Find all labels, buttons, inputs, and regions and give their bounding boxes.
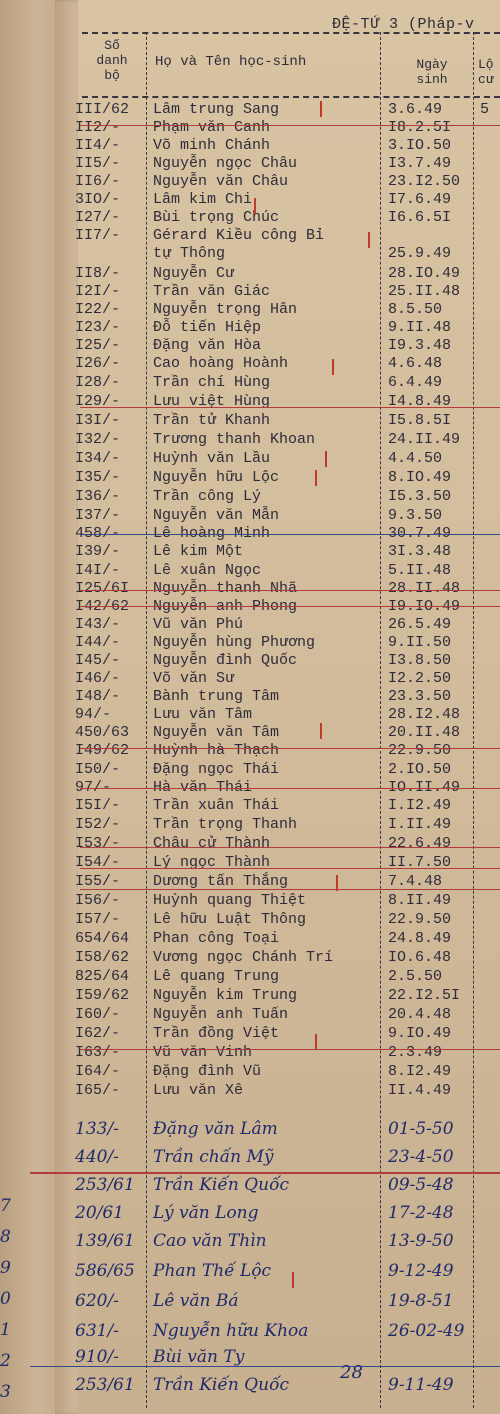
- number-cell: I50/-: [75, 761, 121, 778]
- number-cell: I25/6I: [75, 580, 130, 597]
- strike-line-red: [80, 125, 500, 126]
- number-cell: I57/-: [75, 911, 121, 928]
- student-name-cell: Lý văn Long: [153, 1203, 259, 1223]
- column-header-birthdate-line-2: sinh: [416, 72, 448, 87]
- column-header-number-line-1: Số: [104, 38, 120, 53]
- check-mark: [315, 470, 317, 486]
- table-row: [0, 318, 500, 337]
- student-name-cell: Trần văn Giác: [153, 283, 271, 300]
- number-cell: I52/-: [75, 816, 121, 833]
- table-row: [0, 853, 500, 872]
- table-row: [0, 354, 500, 373]
- handwritten-row: [0, 1262, 500, 1281]
- number-cell: I3I/-: [75, 412, 121, 429]
- column-header-number-line-3: bộ: [104, 68, 120, 83]
- table-row: [0, 1043, 500, 1062]
- student-name-cell: Trần đồng Việt: [153, 1025, 280, 1042]
- student-name-cell: Lê kim Một: [153, 543, 244, 560]
- birthdate-cell: I2.2.50: [388, 670, 452, 687]
- birthdate-cell: 19-8-51: [388, 1291, 454, 1311]
- birthdate-cell: 9-12-49: [388, 1261, 454, 1281]
- column-header-number-line-2: danh: [96, 53, 128, 68]
- student-name-cell: Trần tử Khanh: [153, 412, 271, 429]
- birthdate-cell: I3.8.50: [388, 652, 452, 669]
- number-cell: 20/61: [75, 1203, 124, 1223]
- table-row: [0, 948, 500, 967]
- birthdate-cell: 23.3.50: [388, 688, 452, 705]
- number-cell: I4I/-: [75, 562, 121, 579]
- number-cell: 458/-: [75, 525, 121, 542]
- table-row: [0, 929, 500, 948]
- student-name-cell: tự Thông: [153, 245, 226, 262]
- number-cell: I25/-: [75, 337, 121, 354]
- student-name-cell: Lưu văn Tâm: [153, 706, 253, 723]
- table-row: [0, 815, 500, 834]
- number-cell: 440/-: [75, 1147, 119, 1167]
- birthdate-cell: I5.3.50: [388, 488, 452, 505]
- student-name-cell: Nguyễn văn Châu: [153, 173, 289, 190]
- number-cell: 450/63: [75, 724, 130, 741]
- number-cell: I65/-: [75, 1082, 121, 1099]
- margin-line-numbers: [0, 1196, 20, 1413]
- table-row: [0, 487, 500, 506]
- table-row: [0, 226, 500, 245]
- check-mark: [292, 1272, 294, 1288]
- strike-line-blue: [30, 1366, 500, 1367]
- number-cell: I43/-: [75, 616, 121, 633]
- birthdate-cell: 28.IO.49: [388, 265, 461, 282]
- birthdate-cell: 17-2-48: [388, 1203, 454, 1223]
- student-name-cell: Bành trung Tâm: [153, 688, 280, 705]
- extra-cell: 5: [480, 101, 490, 118]
- handwritten-row: [0, 1376, 500, 1395]
- strike-line-red: [80, 606, 500, 607]
- number-cell: 133/-: [75, 1119, 119, 1139]
- birthdate-cell: 25.9.49: [388, 245, 452, 262]
- birthdate-cell: 13-9-50: [388, 1231, 454, 1251]
- strike-line-red: [30, 1172, 500, 1174]
- number-cell: I48/-: [75, 688, 121, 705]
- birthdate-cell: I9.IO.49: [388, 598, 461, 615]
- table-row: [0, 190, 500, 209]
- birthdate-cell: II.4.49: [388, 1082, 452, 1099]
- table-row: [0, 542, 500, 561]
- birthdate-cell: 20.4.48: [388, 1006, 452, 1023]
- birthdate-cell: 9.II.48: [388, 319, 452, 336]
- table-row: [0, 615, 500, 634]
- strike-line-red: [80, 847, 500, 848]
- column-header-extra-line-2: cư: [478, 72, 494, 87]
- number-cell: I58/62: [75, 949, 130, 966]
- table-row: [0, 986, 500, 1005]
- number-cell: II8/-: [75, 265, 121, 282]
- student-name-cell: Nguyễn kim Trung: [153, 987, 298, 1004]
- student-name-cell: Trần trọng Thanh: [153, 816, 298, 833]
- student-name-cell: Trần Kiến Quốc: [153, 1375, 289, 1395]
- number-cell: I62/-: [75, 1025, 121, 1042]
- margin-number: 1: [0, 1320, 11, 1340]
- number-cell: I28/-: [75, 374, 121, 391]
- student-name-cell: Bùi trọng Chúc: [153, 209, 280, 226]
- birthdate-cell: 2.IO.50: [388, 761, 452, 778]
- student-name-cell: Châu cử Thành: [153, 835, 271, 852]
- table-row: [0, 208, 500, 227]
- student-name-cell: Đỗ tiến Hiệp: [153, 319, 262, 336]
- student-name-cell: Đặng đình Vũ: [153, 1063, 262, 1080]
- table-row: [0, 118, 500, 137]
- annotation-28: 28: [340, 1362, 363, 1383]
- number-cell: I55/-: [75, 873, 121, 890]
- table-row: [0, 506, 500, 525]
- table-row: [0, 468, 500, 487]
- student-name-cell: Lý ngọc Thành: [153, 854, 271, 871]
- table-row: [0, 669, 500, 688]
- birthdate-cell: 8.II.49: [388, 892, 452, 909]
- number-cell: I42/62: [75, 598, 130, 615]
- student-name-cell: Nguyễn Cư: [153, 265, 235, 282]
- number-cell: I22/-: [75, 301, 121, 318]
- strike-line-blue: [80, 534, 500, 535]
- student-name-cell: Hà văn Thái: [153, 779, 253, 796]
- number-cell: II4/-: [75, 137, 121, 154]
- number-cell: I60/-: [75, 1006, 121, 1023]
- check-mark: [320, 101, 322, 117]
- student-name-cell: Trần chấn Mỹ: [153, 1147, 274, 1167]
- birthdate-cell: 6.4.49: [388, 374, 443, 391]
- number-cell: I34/-: [75, 450, 121, 467]
- table-row: [0, 373, 500, 392]
- strike-line-red: [80, 788, 500, 789]
- table-row: [0, 760, 500, 779]
- student-name-cell: Nguyễn anh Tuấn: [153, 1006, 289, 1023]
- table-row: [0, 244, 500, 263]
- header-bottom-rule: [82, 96, 500, 98]
- student-name-cell: Dương tấn Thắng: [153, 873, 289, 890]
- birthdate-cell: IO.6.48: [388, 949, 452, 966]
- column-header-birthdate-line-1: Ngày: [416, 57, 448, 72]
- number-cell: I46/-: [75, 670, 121, 687]
- student-name-cell: Vũ văn Vinh: [153, 1044, 253, 1061]
- table-row: [0, 723, 500, 742]
- student-name-cell: Vương ngọc Chánh Trí: [153, 949, 334, 966]
- number-cell: II5/-: [75, 155, 121, 172]
- student-name-cell: Đặng văn Lâm: [153, 1119, 278, 1139]
- header-top-rule: [82, 32, 500, 34]
- table-row: [0, 392, 500, 411]
- number-cell: I26/-: [75, 355, 121, 372]
- table-row: [0, 1062, 500, 1081]
- check-mark: [336, 875, 338, 891]
- student-name-cell: Lê hữu Luật Thông: [153, 911, 307, 928]
- student-name-cell: Nguyễn hữu Lộc: [153, 469, 280, 486]
- table-row: [0, 1005, 500, 1024]
- check-mark: [325, 451, 327, 467]
- number-cell: II7/-: [75, 227, 121, 244]
- margin-number: 7: [0, 1196, 11, 1216]
- birthdate-cell: 3.6.49: [388, 101, 443, 118]
- number-cell: I63/-: [75, 1044, 121, 1061]
- table-row: [0, 430, 500, 449]
- number-cell: 139/61: [75, 1231, 135, 1251]
- table-row: [0, 154, 500, 173]
- table-row: [0, 1081, 500, 1100]
- birthdate-cell: 30.7.49: [388, 525, 452, 542]
- number-cell: 3IO/-: [75, 191, 121, 208]
- number-cell: I45/-: [75, 652, 121, 669]
- birthdate-cell: I.I2.49: [388, 797, 452, 814]
- birthdate-cell: I9.3.48: [388, 337, 452, 354]
- student-name-cell: Phan Thế Lộc: [153, 1261, 272, 1281]
- birthdate-cell: 09-5-48: [388, 1175, 454, 1195]
- birthdate-cell: 9-11-49: [388, 1375, 454, 1395]
- margin-number: 3: [0, 1382, 11, 1402]
- birthdate-cell: 23-4-50: [388, 1147, 454, 1167]
- column-header-birthdate: [392, 57, 472, 87]
- number-cell: I36/-: [75, 488, 121, 505]
- table-row: [0, 633, 500, 652]
- student-name-cell: Bùi văn Ty: [153, 1347, 245, 1367]
- student-name-cell: Nguyễn văn Mẫn: [153, 507, 280, 524]
- number-cell: I54/-: [75, 854, 121, 871]
- margin-number: 9: [0, 1258, 11, 1278]
- birthdate-cell: 24.8.49: [388, 930, 452, 947]
- student-name-cell: Nguyễn thanh Nhã: [153, 580, 298, 597]
- student-name-cell: Vũ văn Phú: [153, 616, 244, 633]
- number-cell: II6/-: [75, 173, 121, 190]
- number-cell: I2I/-: [75, 283, 121, 300]
- handwritten-row: [0, 1120, 500, 1139]
- student-name-cell: Lưu văn Xê: [153, 1082, 244, 1099]
- birthdate-cell: 8.IO.49: [388, 469, 452, 486]
- birthdate-cell: I.II.49: [388, 816, 452, 833]
- student-name-cell: Huỳnh quang Thiệt: [153, 892, 307, 909]
- number-cell: I27/-: [75, 209, 121, 226]
- birthdate-cell: 26-02-49: [388, 1321, 465, 1341]
- table-row: [0, 579, 500, 598]
- student-name-cell: Nguyễn hùng Phương: [153, 634, 316, 651]
- strike-line-red: [80, 748, 500, 749]
- student-name-cell: Trương thanh Khoan: [153, 431, 316, 448]
- table-row: [0, 1024, 500, 1043]
- student-name-cell: Lê hoàng Minh: [153, 525, 271, 542]
- student-name-cell: Nguyễn anh Phong: [153, 598, 298, 615]
- number-cell: 253/61: [75, 1375, 135, 1395]
- check-mark: [332, 359, 334, 375]
- number-cell: I32/-: [75, 431, 121, 448]
- birthdate-cell: 22.9.50: [388, 742, 452, 759]
- birthdate-cell: I7.6.49: [388, 191, 452, 208]
- birthdate-cell: 2.5.50: [388, 968, 443, 985]
- birthdate-cell: 24.II.49: [388, 431, 461, 448]
- table-row: [0, 687, 500, 706]
- number-cell: I39/-: [75, 543, 121, 560]
- birthdate-cell: I4.8.49: [388, 393, 452, 410]
- birthdate-cell: 3I.3.48: [388, 543, 452, 560]
- birthdate-cell: 22.I2.5I: [388, 987, 461, 1004]
- column-header-extra: [478, 57, 500, 87]
- student-name-cell: Trần công Lý: [153, 488, 262, 505]
- student-name-cell: Lê xuân Ngọc: [153, 562, 262, 579]
- birthdate-cell: 4.4.50: [388, 450, 443, 467]
- table-row: [0, 891, 500, 910]
- student-name-cell: Võ văn Sư: [153, 670, 235, 687]
- check-mark: [320, 723, 322, 739]
- handwritten-row: [0, 1204, 500, 1223]
- student-name-cell: Huỳnh hà Thạch: [153, 742, 280, 759]
- table-row: [0, 741, 500, 760]
- student-name-cell: Gérard Kiều công Bỉ: [153, 227, 325, 244]
- number-cell: 910/-: [75, 1347, 119, 1367]
- column-header-extra-line-1: Lộ: [478, 57, 494, 72]
- table-row: [0, 910, 500, 929]
- table-row: [0, 282, 500, 301]
- table-row: [0, 411, 500, 430]
- birthdate-cell: IO.II.49: [388, 779, 461, 796]
- birthdate-cell: 9.3.50: [388, 507, 443, 524]
- number-cell: 94/-: [75, 706, 112, 723]
- number-cell: I56/-: [75, 892, 121, 909]
- birthdate-cell: 8.5.50: [388, 301, 443, 318]
- number-cell: 631/-: [75, 1321, 119, 1341]
- number-cell: 654/64: [75, 930, 130, 947]
- strike-line-red: [80, 590, 500, 591]
- number-cell: I5I/-: [75, 797, 121, 814]
- number-cell: I35/-: [75, 469, 121, 486]
- number-cell: 620/-: [75, 1291, 119, 1311]
- table-row: [0, 264, 500, 283]
- student-name-cell: Lê văn Bá: [153, 1291, 239, 1311]
- birthdate-cell: 9.II.50: [388, 634, 452, 651]
- student-name-cell: Lâm trung Sang: [153, 101, 280, 118]
- number-cell: 586/65: [75, 1261, 135, 1281]
- table-row: [0, 561, 500, 580]
- student-name-cell: Nguyễn đình Quốc: [153, 652, 298, 669]
- strike-line-red: [80, 889, 500, 890]
- birthdate-cell: 4.6.48: [388, 355, 443, 372]
- check-mark: [315, 1034, 317, 1050]
- student-name-cell: Đặng văn Hòa: [153, 337, 262, 354]
- student-name-cell: Nguyễn hữu Khoa: [153, 1321, 309, 1341]
- birthdate-cell: I6.6.5I: [388, 209, 452, 226]
- student-name-cell: Huỳnh văn Lầu: [153, 450, 271, 467]
- number-cell: I23/-: [75, 319, 121, 336]
- student-name-cell: Lâm kim Chi: [153, 191, 253, 208]
- student-name-cell: Trần Kiến Quốc: [153, 1175, 289, 1195]
- number-cell: 253/61: [75, 1175, 135, 1195]
- birthdate-cell: 9.IO.49: [388, 1025, 452, 1042]
- handwritten-row: [0, 1322, 500, 1341]
- number-cell: I59/62: [75, 987, 130, 1004]
- check-mark: [368, 232, 370, 248]
- strike-line-red: [80, 407, 500, 408]
- handwritten-row: [0, 1176, 500, 1195]
- handwritten-row: [0, 1292, 500, 1311]
- birthdate-cell: I8.2.5I: [388, 119, 452, 136]
- table-row: [0, 300, 500, 319]
- handwritten-row: [0, 1348, 500, 1367]
- birthdate-cell: 2.3.49: [388, 1044, 443, 1061]
- table-row: [0, 967, 500, 986]
- student-name-cell: Nguyễn văn Tâm: [153, 724, 280, 741]
- table-row: [0, 651, 500, 670]
- table-row: [0, 796, 500, 815]
- number-cell: I49/62: [75, 742, 130, 759]
- student-name-cell: Võ minh Chánh: [153, 137, 271, 154]
- birthdate-cell: 7.4.48: [388, 873, 443, 890]
- student-name-cell: Phạm văn Canh: [153, 119, 271, 136]
- check-mark: [254, 198, 256, 214]
- student-name-cell: Lê quang Trung: [153, 968, 280, 985]
- table-row: [0, 100, 500, 119]
- handwritten-row: [0, 1232, 500, 1251]
- birthdate-cell: 20.II.48: [388, 724, 461, 741]
- table-row: [0, 172, 500, 191]
- table-row: [0, 705, 500, 724]
- student-name-cell: Nguyễn trọng Hân: [153, 301, 298, 318]
- number-cell: 97/-: [75, 779, 112, 796]
- number-cell: I53/-: [75, 835, 121, 852]
- student-name-cell: Nguyễn ngọc Châu: [153, 155, 298, 172]
- student-name-cell: Phan công Toại: [153, 930, 280, 947]
- number-cell: II2/-: [75, 119, 121, 136]
- margin-number: 8: [0, 1227, 11, 1247]
- number-cell: 825/64: [75, 968, 130, 985]
- birthdate-cell: 22.9.50: [388, 911, 452, 928]
- birthdate-cell: 25.II.48: [388, 283, 461, 300]
- table-row: [0, 136, 500, 155]
- table-row: [0, 834, 500, 853]
- margin-number: 2: [0, 1351, 11, 1371]
- table-row: [0, 336, 500, 355]
- table-row: [0, 449, 500, 468]
- birthdate-cell: 23.I2.50: [388, 173, 461, 190]
- number-cell: III/62: [75, 101, 130, 118]
- birthdate-cell: 01-5-50: [388, 1119, 454, 1139]
- student-name-cell: Cao văn Thìn: [153, 1231, 267, 1251]
- student-name-cell: Trần xuân Thái: [153, 797, 280, 814]
- birthdate-cell: II.7.50: [388, 854, 452, 871]
- birthdate-cell: 5.II.48: [388, 562, 452, 579]
- column-header-number: [84, 38, 140, 83]
- birthdate-cell: 26.5.49: [388, 616, 452, 633]
- number-cell: I44/-: [75, 634, 121, 651]
- student-name-cell: Đặng ngọc Thái: [153, 761, 280, 778]
- strike-line-red: [80, 868, 500, 869]
- column-header-name: Họ và Tên học-sinh: [155, 54, 307, 70]
- birthdate-cell: 28.I2.48: [388, 706, 461, 723]
- page-title: ĐỆ-TỨ 3 (Pháp-v: [332, 16, 475, 33]
- number-cell: I37/-: [75, 507, 121, 524]
- student-name-cell: Lưu việt Hùng: [153, 393, 271, 410]
- number-cell: I29/-: [75, 393, 121, 410]
- number-cell: I64/-: [75, 1063, 121, 1080]
- birthdate-cell: 28.II.48: [388, 580, 461, 597]
- handwritten-row: [0, 1148, 500, 1167]
- student-name-cell: Trần chí Hùng: [153, 374, 271, 391]
- birthdate-cell: 22.6.49: [388, 835, 452, 852]
- strike-line-red: [80, 1049, 500, 1050]
- birthdate-cell: I3.7.49: [388, 155, 452, 172]
- student-name-cell: Cao hoàng Hoành: [153, 355, 289, 372]
- birthdate-cell: I5.8.5I: [388, 412, 452, 429]
- margin-number: 0: [0, 1289, 11, 1309]
- birthdate-cell: 3.IO.50: [388, 137, 452, 154]
- birthdate-cell: 8.I2.49: [388, 1063, 452, 1080]
